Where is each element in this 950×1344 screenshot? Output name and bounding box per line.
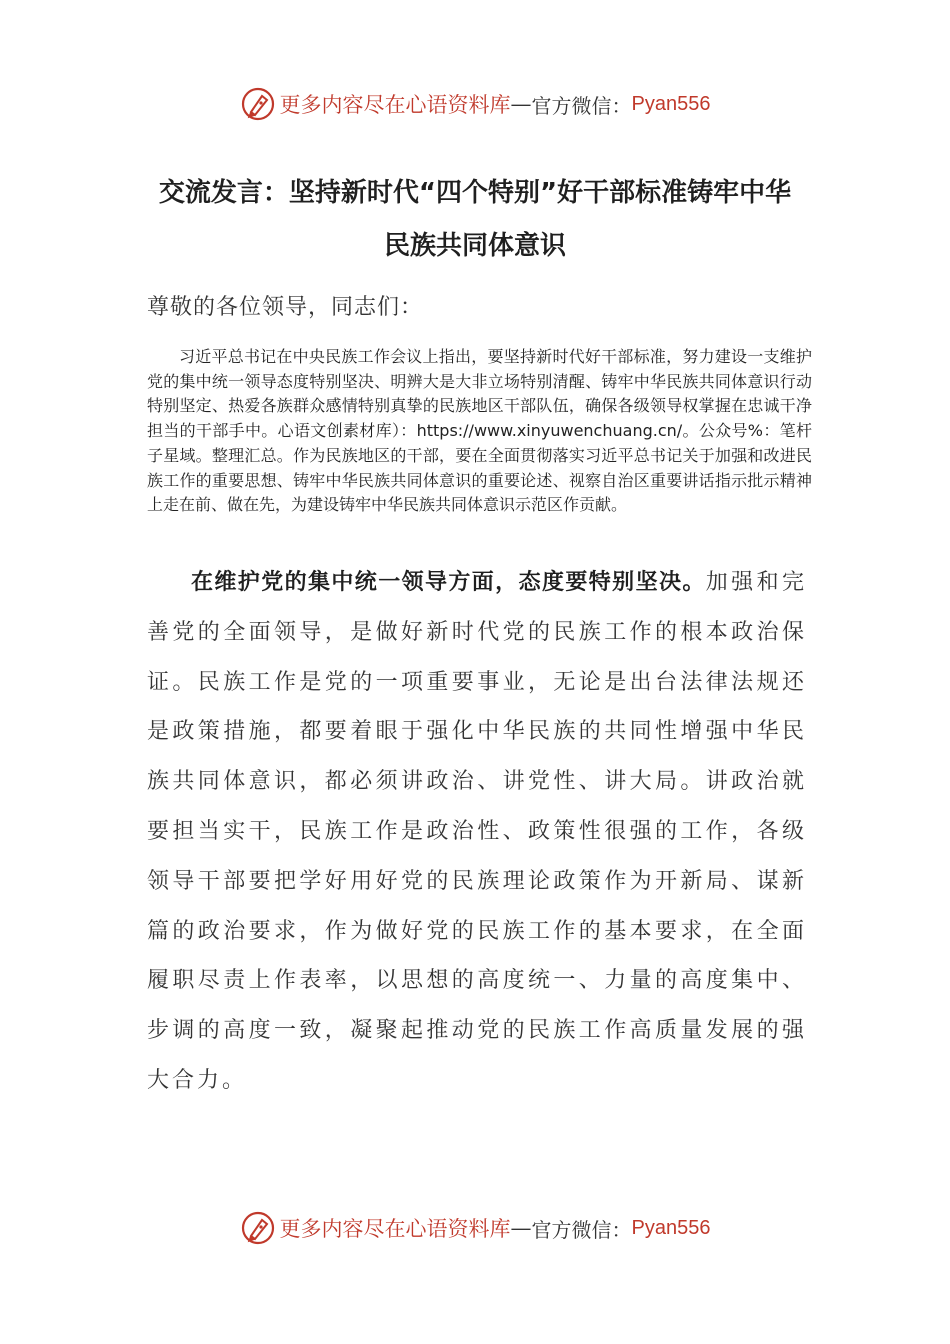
header-separator: — bbox=[510, 92, 532, 116]
header-wechat-label: 官方微信： bbox=[531, 93, 632, 118]
footer-brand-text: 更多内容尽在心语资料库 bbox=[279, 1217, 511, 1241]
intro-paragraph: 习近平总书记在中央民族工作会议上指出，要坚持新时代好干部标准，努力建设一支维护党的集中统一领导态度特别坚决、明辨大是大非立场特别清醒、铸牢中华民族共同体意识行动特别坚定、热爱各族群众感情特别真挚的民族地区干部队伍，确保各级领导权掌握在忠诚干净担当的干部手中。心语文创素材库）：https://www.xinyuwenchuang.cn/。公众号%：笔杆子星域。整理汇总。作为民族地区的干部，要在全面贯彻落实习近平总书记关于加强和改进民族工作的重要思想、铸牢中华民族共同体意识的重要论述、视察自治区重要讲话指示批示精神上走在前、做在先，为建设铸牢中华民族共同体意识示范区作贡献。 bbox=[147, 347, 812, 515]
salutation: 尊敬的各位领导，同志们： bbox=[147, 295, 424, 320]
document-title-line-2: 民族共同体意识 bbox=[383, 231, 566, 261]
footer-banner bbox=[0, 1208, 950, 1248]
section-1-lead: 在维护党的集中统一领导方面，态度要特别坚决。 bbox=[191, 570, 706, 595]
header-brand-text: 更多内容尽在心语资料库 bbox=[279, 93, 511, 117]
section-1-body: 加强和完善党的全面领导，是做好新时代党的民族工作的根本政治保证。民族工作是党的一项重要事业，无论是出台法律法规还是政策措施，都要着眼于强化中华民族的共同性增强中华民族共同体意识，都必须讲政治、讲党性、讲大局。讲政治就要担当实干，民族工作是政治性、政策性很强的工作，各级领导干部要把学好用好党的民族理论政策作为开新局、谋新篇的政治要求，作为做好党的民族工作的基本要求，在全面履职尽责上作表率，以思想的高度统一、力量的高度集中、步调的高度一致，凝聚起推动党的民族工作高质量发展的强大合力。 bbox=[147, 570, 807, 1093]
section-1-paragraph bbox=[147, 558, 807, 1106]
footer-wechat-label: 官方微信： bbox=[531, 1217, 632, 1242]
footer-separator: — bbox=[510, 1216, 532, 1240]
document-title-line-1: 交流发言：坚持新时代“四个特别”好干部标准铸牢中华 bbox=[158, 178, 792, 208]
footer-wechat-id: Pyan556 bbox=[631, 1216, 711, 1239]
header-wechat-id: Pyan556 bbox=[631, 92, 711, 115]
header-banner bbox=[0, 84, 950, 124]
pen-nib-seal-icon bbox=[240, 1210, 276, 1246]
pen-nib-seal-icon bbox=[240, 86, 276, 122]
